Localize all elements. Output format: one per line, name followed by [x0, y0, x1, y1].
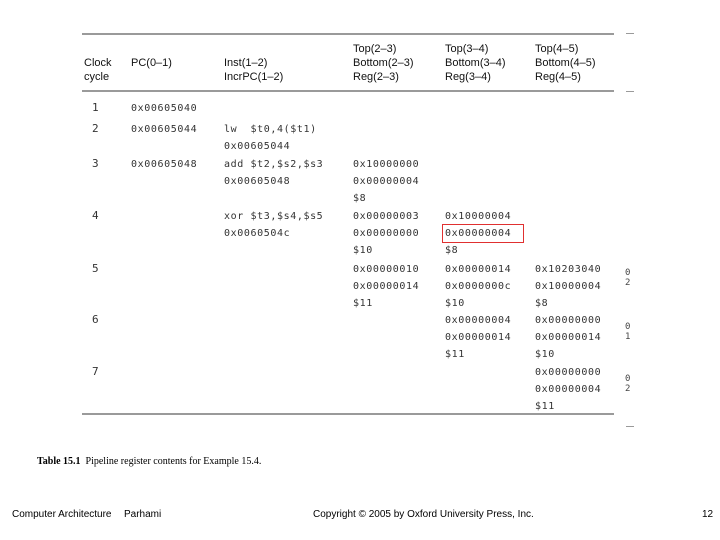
- cycle-number: 1: [92, 101, 99, 114]
- inst-cell: add $t2,$s2,$s3: [224, 159, 324, 170]
- highlight-box: [442, 224, 524, 243]
- cycle-number: 3: [92, 157, 99, 170]
- r45-cell: 0x10000004: [535, 281, 602, 292]
- r23-cell: 0x10000000: [353, 159, 420, 170]
- header-pc: PC(0–1): [131, 57, 172, 69]
- pc-cell: 0x00605044: [131, 124, 198, 135]
- inst-cell: 0x00605044: [224, 141, 291, 152]
- footer-page-number: 12: [702, 509, 714, 520]
- r45-cell: $10: [535, 349, 555, 360]
- table-header-rule: [82, 90, 614, 92]
- r34-cell: 0x0000000c: [445, 281, 512, 292]
- r34-cell: $11: [445, 349, 465, 360]
- table-top-rule: [82, 33, 614, 35]
- pc-cell: 0x00605040: [131, 103, 198, 114]
- r23-cell: 0x00000000: [353, 228, 420, 239]
- caption-label: Table 15.1: [37, 456, 81, 467]
- r45-cell: 0x00000014: [535, 332, 602, 343]
- r23-cell: $8: [353, 193, 367, 204]
- r23-cell: 0x00000003: [353, 211, 420, 222]
- r34-cell: $8: [445, 245, 459, 256]
- r45-cell: $8: [535, 298, 549, 309]
- footer-author: Parhami: [124, 509, 162, 520]
- inst-cell: lw $t0,4($t1): [224, 124, 317, 135]
- header-clock-cycle: Clock cycle: [84, 57, 112, 83]
- r45-cell: 0x00000000: [535, 315, 602, 326]
- inst-cell: xor $t3,$s4,$s5: [224, 211, 324, 222]
- r34-cell: 0x00000004: [445, 228, 512, 239]
- r34-cell: 0x00000014: [445, 264, 512, 275]
- cropped-fragment: 0 2: [625, 268, 631, 288]
- right-edge-tick: [626, 33, 634, 34]
- r23-cell: $10: [353, 245, 373, 256]
- r23-cell: $11: [353, 298, 373, 309]
- r23-cell: 0x00000014: [353, 281, 420, 292]
- footer-copyright: Copyright © 2005 by Oxford University Press, Inc.: [313, 509, 534, 520]
- header-top23: Top(2–3) Bottom(2–3) Reg(2–3): [353, 43, 414, 83]
- caption-text: Pipeline register contents for Example 15.4.: [85, 456, 262, 467]
- cycle-number: 4: [92, 209, 99, 222]
- header-inst: Inst(1–2) IncrPC(1–2): [224, 57, 284, 83]
- r23-cell: 0x00000004: [353, 176, 420, 187]
- r45-cell: 0x10203040: [535, 264, 602, 275]
- right-edge-tick: [626, 91, 634, 92]
- header-top34: Top(3–4) Bottom(3–4) Reg(3–4): [445, 43, 506, 83]
- footer-course: Computer Architecture: [12, 509, 112, 520]
- r45-cell: 0x00000000: [535, 367, 602, 378]
- cropped-fragment: 0 2: [625, 374, 631, 394]
- r45-cell: $11: [535, 401, 555, 412]
- inst-cell: 0x0060504c: [224, 228, 291, 239]
- right-edge-tick: [626, 426, 634, 427]
- r34-cell: 0x00000004: [445, 315, 512, 326]
- r34-cell: 0x00000014: [445, 332, 512, 343]
- table-caption: [37, 456, 261, 467]
- r34-cell: 0x10000004: [445, 211, 512, 222]
- header-top45: Top(4–5) Bottom(4–5) Reg(4–5): [535, 43, 596, 83]
- cycle-number: 2: [92, 122, 99, 135]
- cycle-number: 5: [92, 262, 99, 275]
- cropped-fragment: 0 1: [625, 322, 631, 342]
- pc-cell: 0x00605048: [131, 159, 198, 170]
- inst-cell: 0x00605048: [224, 176, 291, 187]
- r45-cell: 0x00000004: [535, 384, 602, 395]
- r34-cell: $10: [445, 298, 465, 309]
- cycle-number: 7: [92, 365, 99, 378]
- r23-cell: 0x00000010: [353, 264, 420, 275]
- cycle-number: 6: [92, 313, 99, 326]
